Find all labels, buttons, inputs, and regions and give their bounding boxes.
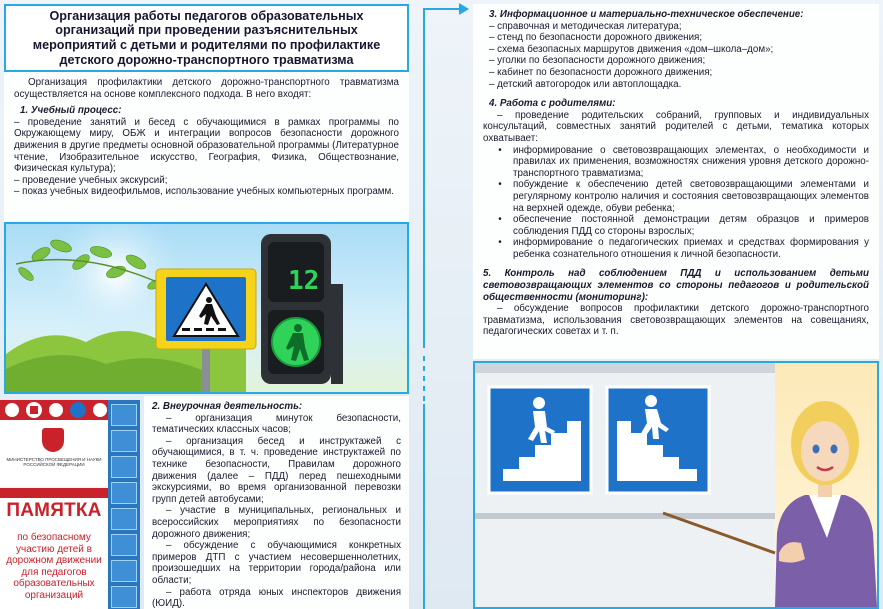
coat-of-arms-icon xyxy=(42,428,64,452)
traffic-illustration xyxy=(4,222,409,394)
page-title-box xyxy=(4,4,409,72)
section2 xyxy=(144,396,409,609)
arrow-right-icon xyxy=(459,3,469,15)
brochure-cover xyxy=(0,400,140,609)
list-item: – детский автогородок или автоплощадка. xyxy=(489,78,682,90)
connector-dash xyxy=(423,356,425,361)
crosswalk-traffic-light-image xyxy=(6,224,407,392)
bullet-dot-icon: • xyxy=(498,214,502,226)
brochure-title: ПАМЯТКА xyxy=(6,500,102,521)
road-sign-icon xyxy=(111,560,137,582)
list-item: – проведение занятий и бесед с обучающимися в рамках программы по Окружающему миру, ОБЖ и интеграции вопросов безопасности дорожного движения в другие предметы основной образовательной программы (Литературное чтение, Изобразительное искусство, География, Физика, Обществознание, Физическая культура); xyxy=(14,116,399,175)
road-sign-icon xyxy=(111,482,137,504)
bullet-dot-icon: • xyxy=(498,144,502,156)
brochure-ministry: МИНИСТЕРСТВО ПРОСВЕЩЕНИЯ И НАУКИ РОССИЙСКОЙ ФЕДЕРАЦИИ xyxy=(6,457,102,467)
page-title: Организация работы педагогов образовательных организаций при проведении разъяснительных мероприятий с детьми и родителями по профилактике детского дорожно-транспортного травматизма xyxy=(32,8,381,67)
road-sign-icon xyxy=(111,586,137,608)
section2-heading: 2. Внеурочная деятельность: xyxy=(152,401,303,412)
brochure-stripe xyxy=(0,488,108,498)
road-sign-icon xyxy=(111,456,137,478)
connector-dash xyxy=(423,366,425,371)
road-sign-icon xyxy=(111,534,137,556)
list-item: – уголки по безопасности дорожного движения; xyxy=(489,55,706,67)
connector-dash xyxy=(423,376,425,381)
road-sign-icon xyxy=(111,430,137,452)
road-sign-icon xyxy=(111,508,137,530)
intro-section xyxy=(4,72,409,222)
list-item: – обсуждение вопросов профилактики детского дорожно-транспортного травматизма, использования световозвращающих элементов на совещаниях, педагогических советах и т. п. xyxy=(483,303,869,338)
connector-line xyxy=(423,8,463,10)
list-item: – проведение учебных экскурсий; xyxy=(14,174,168,186)
bullet-dot-icon: • xyxy=(498,179,502,191)
connector-dash xyxy=(423,386,425,391)
connector-line xyxy=(423,404,425,609)
list-item: – организация бесед и инструктажей с обучающимися, в т. ч. проведение инструктажей по технике безопасности, Правилам дорожного движения (далее – ПДД) перед пешеходными экскурсиями, во время организованной перевозки групп детей автобусами; xyxy=(152,435,401,505)
connector-dash xyxy=(423,396,425,401)
list-item: – работа отряда юных инспекторов движения (ЮИД). xyxy=(152,586,401,609)
list-item: – организация минуток безопасности, тематических классных часов; xyxy=(152,412,401,436)
section3-heading: 3. Информационное и материально-техническое обеспечение: xyxy=(489,9,804,20)
teacher-board-image xyxy=(475,363,877,607)
bullet-item: • информирование о световозвращающих элементах, о необходимости и правилах их применения, возможностях снижения уровня детского дорожно-транспортного травматизма; xyxy=(483,145,869,180)
list-item: – справочная и методическая литература; xyxy=(489,20,682,32)
bullet-item: • обеспечение постоянной демонстрации детям образцов и примеров соблюдения ПДД со стороны взрослых; xyxy=(483,214,869,237)
section5-heading: 5. Контроль над соблюдением ПДД и использованием детьми световозвращающих элементов со стороны педагогов и родительской общественности (мониторинг): xyxy=(483,268,869,303)
road-sign-icon xyxy=(111,404,137,426)
brochure-icon-column xyxy=(108,400,140,609)
right-column-text xyxy=(473,4,879,359)
teacher-illustration xyxy=(473,361,879,609)
bullet-dot-icon: • xyxy=(498,237,502,249)
road-signs-icon xyxy=(0,400,108,420)
intro-text: Организация профилактики детского дорожно-транспортного травматизма осуществляется на основе комплексного подхода. В него входят: xyxy=(14,77,399,100)
list-item: – кабинет по безопасности дорожного движения; xyxy=(489,66,713,78)
bullet-item: • побуждение к обеспечению детей световозвращающими элементами и регулярному контролю наличия и состояния световозвращающих элементов на верхней одежде, обуви ребенка; xyxy=(483,179,869,214)
list-item: – стенд по безопасности дорожного движения; xyxy=(489,32,703,44)
traffic-light-display: 12 xyxy=(288,266,320,296)
list-item: – участие в муниципальных, региональных и всероссийских мероприятиях по безопасности дорожного движения; xyxy=(152,505,401,540)
connector-line xyxy=(423,8,425,348)
section4-heading: 4. Работа с родителями: xyxy=(489,98,616,110)
list-item: – обсуждение с обучающимися конкретных примеров ДТП с участием несовершеннолетних, произошедших на территории города/района или области; xyxy=(152,540,401,586)
road-signs-strip xyxy=(0,400,108,420)
list-item: – схема безопасных маршрутов движения «дом–школа–дом»; xyxy=(489,43,774,55)
bullet-item: • информирование о педагогических приемах и средствах формирования у ребенка сознательного отношения к личной безопасности. xyxy=(483,237,869,260)
list-item: – показ учебных видеофильмов, использование учебных компьютерных программ. xyxy=(14,186,394,198)
brochure-subtitle: по безопасному участию детей в дорожном движении для педагогов образовательных организаций xyxy=(6,532,102,601)
section1-heading: 1. Учебный процесс: xyxy=(20,105,122,117)
section4-lead: – проведение родительских собраний, групповых и индивидуальных консультаций, совместных занятий родителей с детьми, тематика которых охватывает: xyxy=(483,109,869,144)
